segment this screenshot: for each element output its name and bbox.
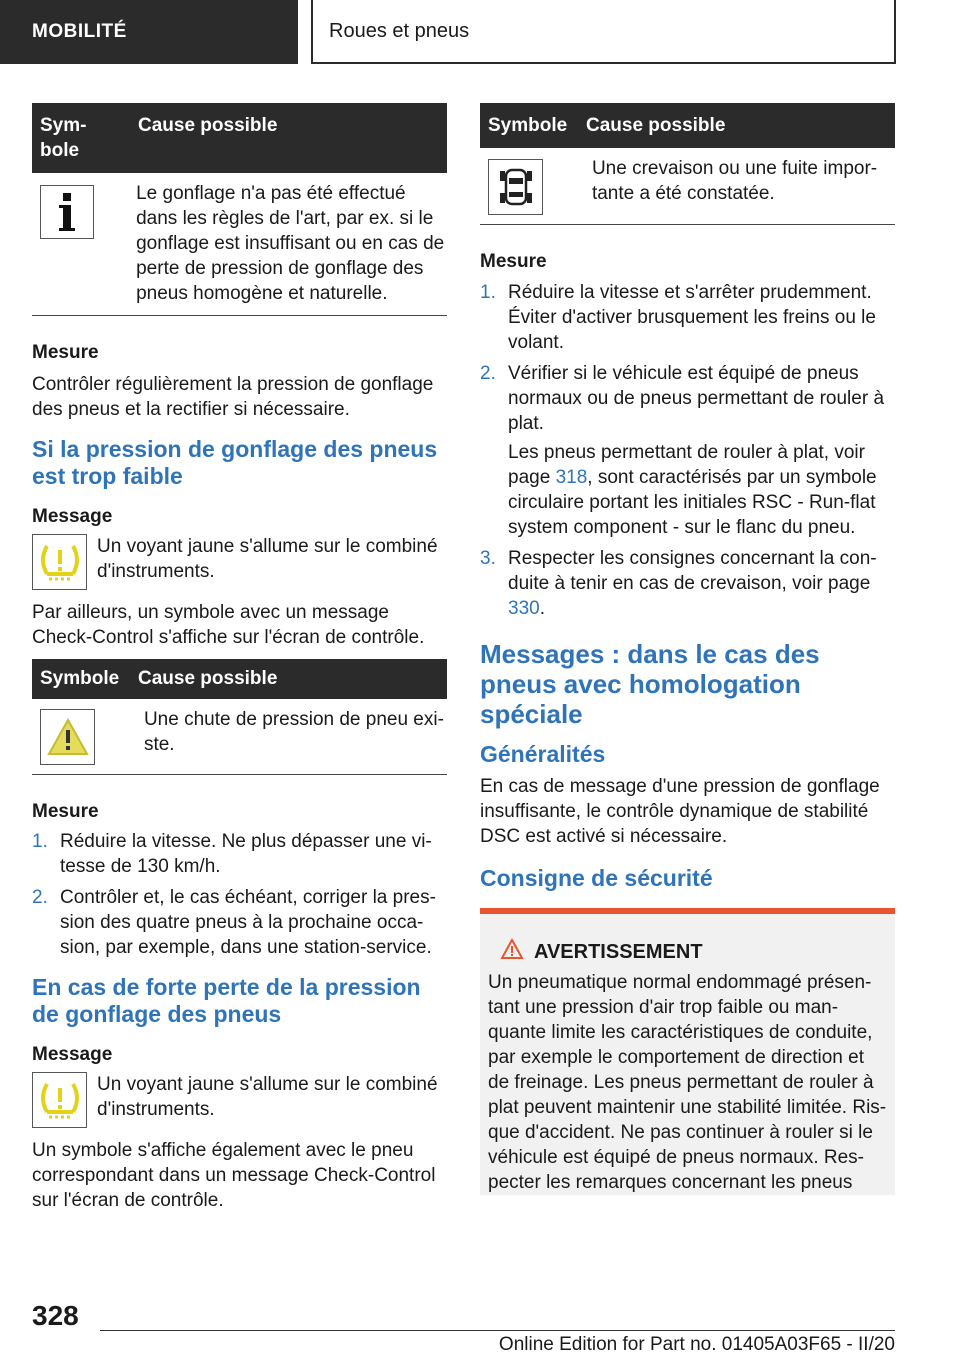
- page-link-318[interactable]: 318: [555, 467, 588, 488]
- header-section: MOBILITÉ: [0, 0, 298, 64]
- warning-box: [480, 908, 895, 1195]
- table-header: [32, 103, 447, 173]
- mesure-list: [480, 280, 895, 621]
- section-title: Si la pression de gonflage des pneus est trop faible: [32, 436, 438, 489]
- cause-text: Le gonflage n'a pas été effectué dans les règles de l'art, par ex. si le gonflage est insuffisant ou en cas de perte de pression de gonflage des pneus homogène et naturelle.: [136, 183, 445, 304]
- consigne-title: Consigne de sécurité: [480, 865, 713, 891]
- message-row: [32, 1072, 447, 1128]
- mesure-list: [32, 829, 447, 960]
- table-info: [32, 103, 447, 316]
- tire-pressure-warning-icon: [32, 1072, 87, 1128]
- warning-title: AVERTISSEMENT: [534, 940, 703, 963]
- car-tire-icon: [488, 159, 543, 215]
- message-after: Un symbole s'affiche également avec le pneu correspondant dans un message Check-Control sur l'écran de contrôle.: [32, 1140, 436, 1211]
- message-after: Par ailleurs, un symbole avec un message Check-Control s'affiche sur l'écran de contrôle.: [32, 602, 425, 648]
- warning-text: Un pneumatique normal endommagé présen-tant une pression d'air trop faible ou man-quante limite les caractéristiques de conduite, par exemple le comportement de direction et de freinage. Les pneus permettant de rouler à plat peuvent maintenir une stabilité limitée. Ris-que d'accident. Ne pas continuer à rouler si le véhicule est équipé de pneus normaux. Res-pecter les remarques concernant les pneus: [488, 972, 887, 1193]
- table-row: [32, 173, 447, 316]
- table-row: [32, 699, 447, 775]
- info-icon: [40, 185, 94, 239]
- list-text: Contrôler et, le cas échéant, corriger la pres-sion des quatre pneus à la prochaine occa-sion, par exemple, dans une station-service.: [60, 887, 436, 958]
- list-item: [480, 546, 895, 621]
- warning-triangle-icon: [500, 938, 524, 966]
- message-text: Un voyant jaune s'allume sur le combiné d'instruments.: [97, 1074, 438, 1120]
- table-flat-tire: [480, 103, 895, 225]
- table-header: [480, 103, 895, 148]
- list-number: 3.: [480, 548, 496, 569]
- message-row: [32, 534, 447, 590]
- warning-triangle-icon: [40, 709, 95, 765]
- list-item: [480, 440, 895, 540]
- table-col-symbole: Symbole: [40, 668, 120, 689]
- table-header: [32, 659, 447, 699]
- list-item: [32, 829, 447, 879]
- tire-pressure-warning-icon: [32, 534, 87, 590]
- table-col-cause: Cause possible: [138, 668, 278, 689]
- item3-text-a: Respecter les consignes concernant la con-duite à tenir en cas de crevaison, voir page: [508, 548, 877, 594]
- list-text: Vérifier si le véhicule est équipé de pneus normaux ou de pneus permettant de rouler à plat.: [508, 363, 885, 434]
- warning-header: [488, 938, 887, 966]
- cause-text: Une chute de pression de pneu exi-ste.: [143, 709, 444, 755]
- table-warning: [32, 659, 447, 775]
- list-subtext: [508, 440, 895, 540]
- table-row: [480, 148, 895, 225]
- item3-text-b: .: [539, 598, 545, 619]
- message-heading: Message: [32, 506, 113, 527]
- list-number: 1.: [480, 282, 496, 303]
- message-heading: Message: [32, 1044, 113, 1065]
- mesure-heading: Mesure: [32, 342, 99, 363]
- table-col-cause: Cause possible: [138, 115, 278, 136]
- footer-edition: Online Edition for Part no. 01405A03F65 - II/20: [498, 1334, 895, 1355]
- subtext-a: Les pneus permettant de rouler à plat, voir page: [508, 442, 865, 488]
- generalites-title: Généralités: [480, 741, 606, 767]
- list-text: Réduire la vitesse et s'arrêter prudemment. Éviter d'activer brusquement les freins ou le volant.: [508, 282, 876, 353]
- list-item: [480, 361, 895, 436]
- header-chapter: Roues et pneus: [311, 0, 896, 64]
- list-number: 1.: [32, 831, 48, 852]
- mesure-heading: Mesure: [32, 801, 99, 822]
- table-col-symbole: Sym- bole: [40, 115, 87, 161]
- generalites-text: En cas de message d'une pression de gonflage insuffisante, le contrôle dynamique de stabilité DSC est activé si nécessaire.: [480, 776, 880, 847]
- message-text: Un voyant jaune s'allume sur le combiné d'instruments.: [97, 536, 438, 582]
- page-number: 328: [32, 1300, 79, 1331]
- subtext-b: , sont caractérisés par un symbole circulaire portant les initiales RSC - Run-flat system component - sur le flanc du pneu.: [508, 467, 877, 538]
- list-item: [480, 280, 895, 355]
- table-col-cause: Cause possible: [586, 115, 726, 136]
- mesure-text: Contrôler régulièrement la pression de gonflage des pneus et la rectifier si nécessaire.: [32, 374, 434, 420]
- list-item: [32, 885, 447, 960]
- list-text: [508, 546, 895, 621]
- symbol-cell: [480, 156, 592, 215]
- symbol-cell: [32, 707, 144, 765]
- right-column: [480, 103, 895, 1195]
- cause-text: Une crevaison ou une fuite impor-tante a été constatée.: [591, 158, 878, 204]
- list-number: 2.: [32, 887, 48, 908]
- symbol-cell: [32, 181, 136, 306]
- table-col-symbole: Symbole: [488, 115, 568, 136]
- chapter-title: Messages : dans le cas des pneus avec homologation spéciale: [480, 639, 820, 729]
- left-column: [32, 103, 447, 1213]
- section-title: En cas de forte perte de la pression de gonflage des pneus: [32, 974, 421, 1027]
- page-link-330[interactable]: 330: [508, 598, 540, 619]
- list-text: Réduire la vitesse. Ne plus dépasser une vi-tesse de 130 km/h.: [60, 831, 432, 877]
- list-number: 2.: [480, 363, 496, 384]
- mesure-heading: Mesure: [480, 251, 547, 272]
